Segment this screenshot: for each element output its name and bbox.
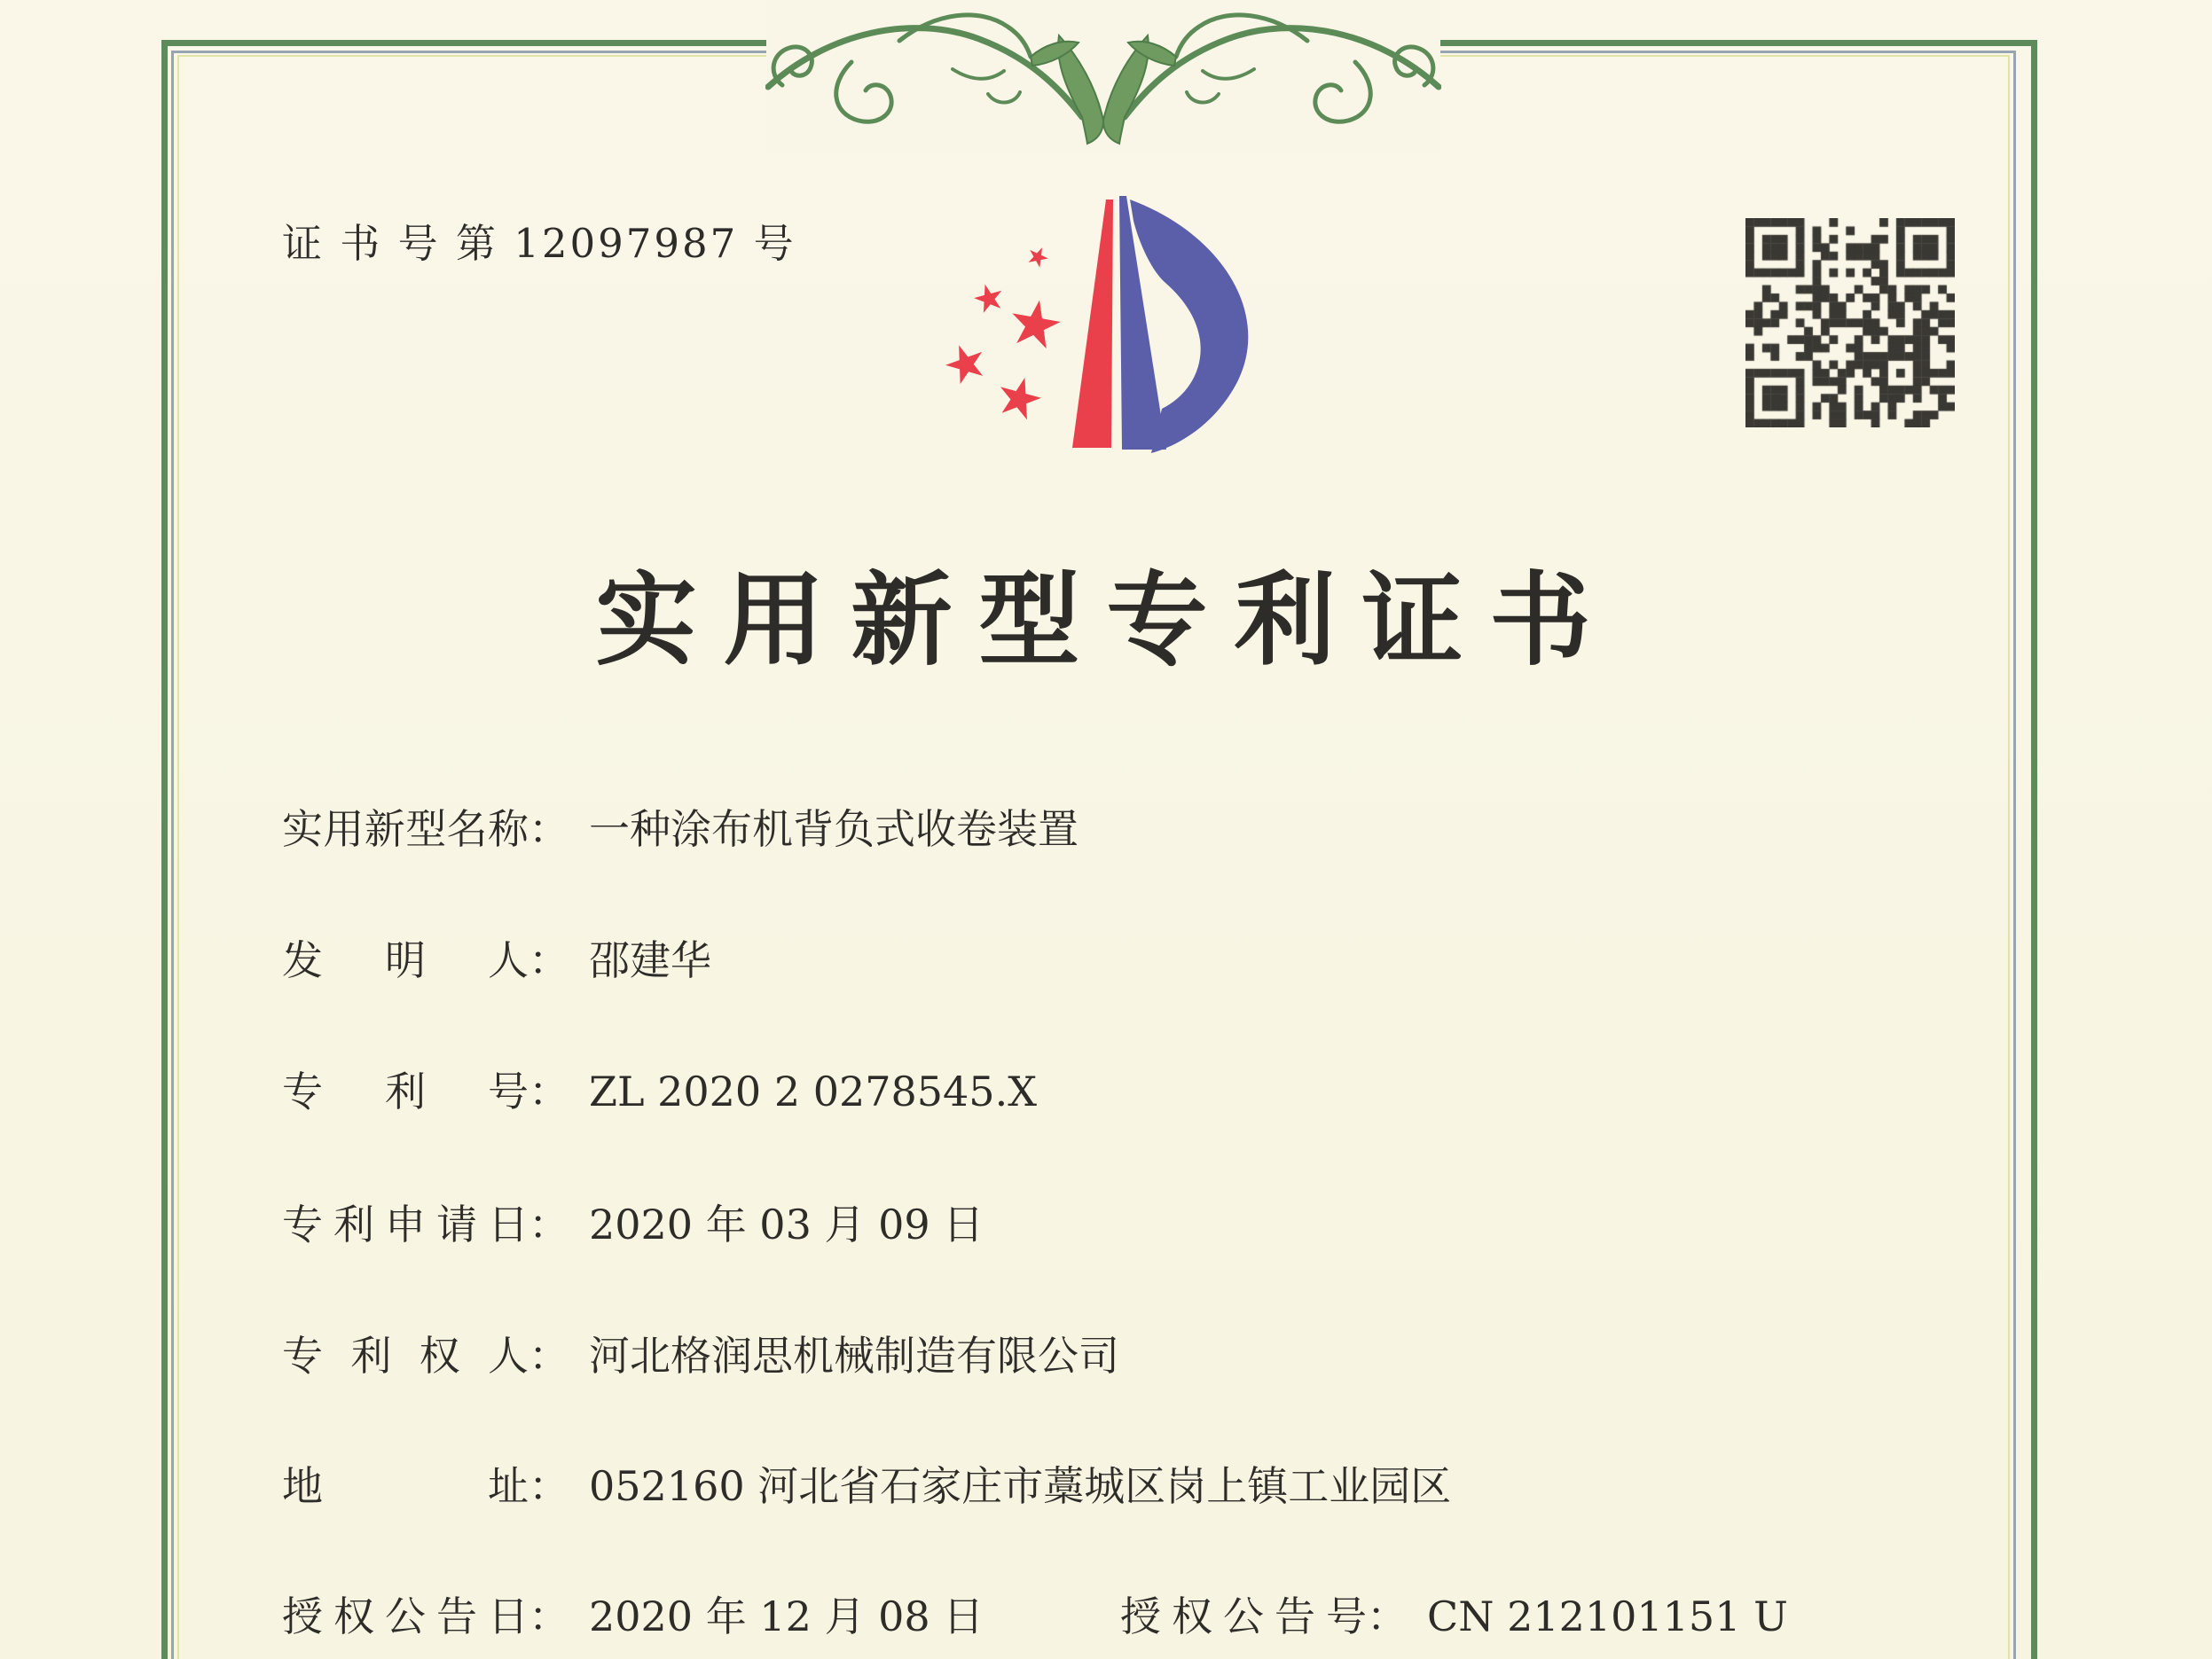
field-value: 一种涂布机背负式收卷装置: [589, 805, 1079, 853]
field-value: 邵建华: [589, 936, 711, 984]
field-row-filing-date: [282, 1198, 984, 1251]
field-value: CN 212101151 U: [1427, 1592, 1788, 1640]
field-colon: ：: [529, 1068, 569, 1115]
field-value: 2020 年 03 月 09 日: [589, 1201, 984, 1248]
field-colon: ：: [529, 936, 569, 984]
field-row-patent-number: [282, 1065, 1037, 1118]
field-label: 发明人: [282, 936, 529, 984]
field-row-address: [282, 1459, 1451, 1513]
certificate-title: 实用新型专利证书: [595, 560, 1618, 679]
field-colon: ：: [529, 805, 569, 853]
field-row-inventor: [282, 934, 711, 987]
field-label: 地址: [282, 1462, 529, 1510]
qr-code: [1745, 218, 1955, 427]
field-colon: ：: [529, 1592, 569, 1640]
field-value: 052160 河北省石家庄市藁城区岗上镇工业园区: [589, 1462, 1452, 1510]
field-row-name: [282, 802, 1079, 856]
field-label: 专利权人: [282, 1332, 529, 1380]
field-label: 授权公告号: [1120, 1592, 1367, 1640]
logo-stars: [941, 243, 1064, 421]
field-colon: ：: [529, 1201, 569, 1248]
field-colon: ：: [529, 1332, 569, 1380]
field-value: 河北格润思机械制造有限公司: [589, 1332, 1119, 1380]
field-row-patentee: [282, 1329, 1119, 1382]
field-row-grant-date: [282, 1590, 984, 1643]
field-colon: ：: [1367, 1592, 1408, 1640]
field-label: 授权公告日: [282, 1592, 529, 1640]
field-label: 专利申请日: [282, 1201, 529, 1248]
certificate-number: 证 书 号 第 12097987 号: [282, 220, 796, 267]
field-row-grant-number: [1120, 1590, 1788, 1643]
top-ornament: [765, 0, 1441, 151]
field-value: 2020 年 12 月 08 日: [589, 1592, 984, 1640]
field-label: 实用新型名称: [282, 805, 529, 853]
field-value: ZL 2020 2 0278545.X: [589, 1068, 1037, 1115]
field-label: 专利号: [282, 1068, 529, 1115]
cnipa-logo-icon: [933, 191, 1270, 457]
field-colon: ：: [529, 1462, 569, 1510]
